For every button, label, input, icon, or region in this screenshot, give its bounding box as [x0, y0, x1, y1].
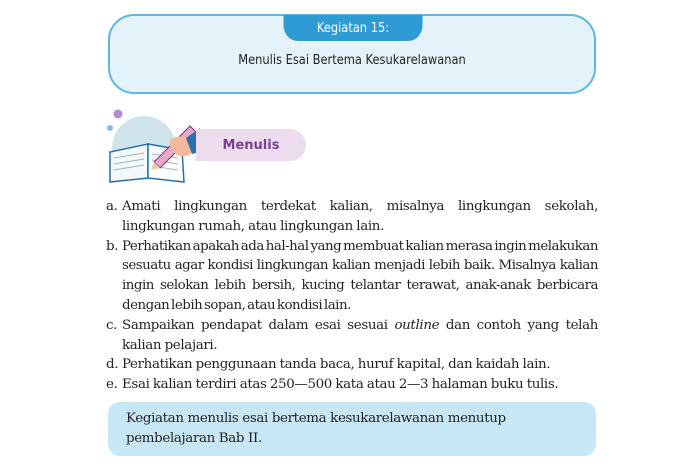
- list-item-letter: e.: [106, 377, 118, 393]
- list-item-text: Perhatikan penggunaan tanda baca, huruf kapital, dan kaidah lain.: [122, 357, 551, 373]
- list-item-text: Amati lingkungan terdekat kalian, misalnya lingkungan sekolah, lingkungan rumah, atau lingkungan lain.: [122, 199, 598, 234]
- list-item-text-before: Sampaikan pendapat dalam esai sesuai: [122, 317, 395, 333]
- list-item: [106, 316, 598, 356]
- list-item-text: Esai kalian terdiri atas 250—500 kata atau 2—3 halaman buku tulis.: [122, 377, 559, 393]
- closing-note-box: [108, 402, 596, 456]
- list-item-text: Perhatikan apakah ada hal-hal yang membuat kalian merasa ingin melakukan sesuatu agar kondisi lingkungan kalian menjadi lebih baik. Misalnya kalian ingin selokan lebih bersih, kucing telantar terawat, anak-anak berbicara dengan lebih sopan, atau kondisi lain.: [122, 238, 598, 313]
- writing-book-pen-icon: [104, 108, 200, 184]
- list-item: [106, 375, 598, 395]
- activity-number-tab: Kegiatan 15:: [283, 15, 422, 41]
- list-item: [106, 355, 598, 375]
- instruction-list: [106, 197, 598, 395]
- list-item-letter: d.: [106, 357, 119, 373]
- list-item-text-italic: outline: [394, 317, 440, 333]
- list-item-text-after: dan contoh yang telah kalian pelajari.: [122, 317, 599, 353]
- list-item-letter: c.: [106, 317, 118, 333]
- activity-title: Menulis Esai Bertema Kesukarelawanan: [238, 53, 466, 68]
- list-item: [106, 197, 598, 237]
- list-item: [106, 237, 598, 316]
- section-label-menulis: Menulis: [196, 129, 306, 161]
- closing-note-text: Kegiatan menulis esai bertema kesukarelawanan menutup pembelajaran Bab II.: [126, 411, 506, 446]
- list-item-letter: a.: [106, 199, 118, 214]
- list-item-letter: b.: [106, 238, 119, 254]
